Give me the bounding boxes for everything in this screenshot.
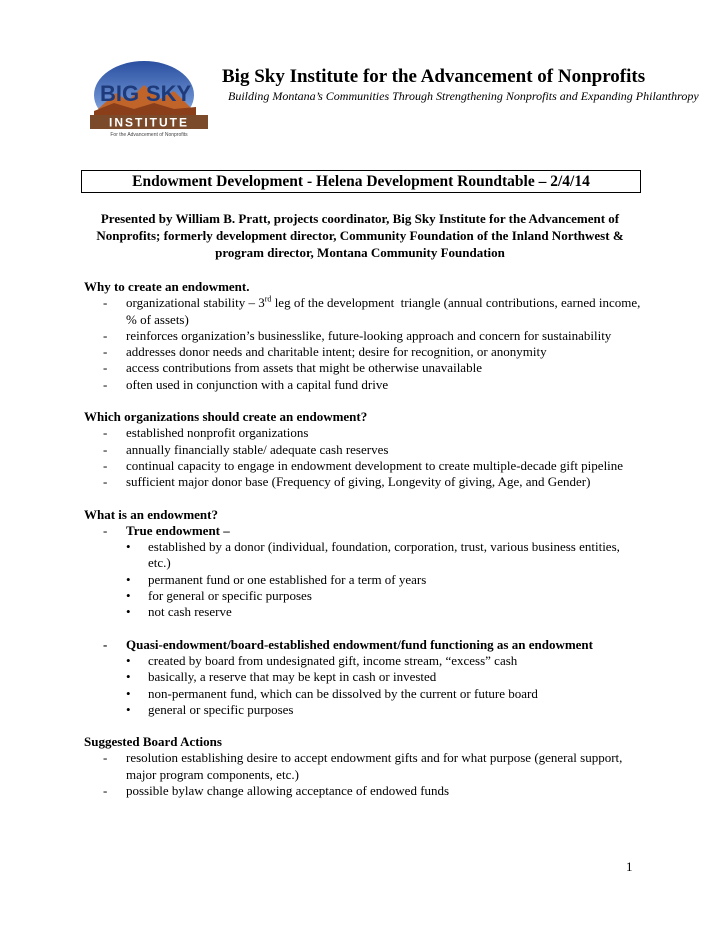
list-item: - sufficient major donor base (Frequency of giving, Longevity of giving, Age, and Gender) <box>103 474 591 490</box>
list-item: - addresses donor needs and charitable intent; desire for recognition, or anonymity <box>103 344 547 360</box>
bullet-item: • non-permanent fund, which can be dissolved by the current or future board <box>126 685 538 701</box>
list-item: - resolution establishing desire to accept endowment gifts and for what purpose (general support, major program components, etc.) <box>103 750 623 782</box>
svg-text:BIG: BIG <box>100 81 140 106</box>
list-item: - often used in conjunction with a capital fund drive <box>103 376 389 392</box>
document-body <box>84 279 644 799</box>
list-item: - possible bylaw change allowing acceptance of endowed funds <box>103 783 450 799</box>
section-heading-why: Why to create an endowment. <box>84 279 250 294</box>
list-item: - access contributions from assets that might be otherwise unavailable <box>103 360 482 376</box>
page-number: 1 <box>626 859 633 874</box>
list-item: - annually financially stable/ adequate cash reserves <box>103 441 389 457</box>
svg-text:INSTITUTE: INSTITUTE <box>109 115 189 130</box>
bullet-item: • for general or specific purposes <box>126 588 312 604</box>
list-item: - established nonprofit organizations <box>103 425 309 441</box>
quasi-endowment-item: - Quasi-endowment/board-established endowment/fund functioning as an endowment <box>103 636 593 652</box>
bullet-item: • permanent fund or one established for a term of years <box>126 571 427 587</box>
section-heading-board: Suggested Board Actions <box>84 734 222 750</box>
list-item: - reinforces organization’s businesslike, future-looking approach and concern for sustainability <box>103 327 612 343</box>
true-endowment-item: - True endowment – <box>103 522 230 538</box>
list-item: - organizational stability – 3rd leg of the development triangle (annual contributions, earned income, % of assets) <box>84 295 644 328</box>
org-title: Big Sky Institute for the Advancement of Nonprofits <box>222 66 646 87</box>
svg-text:SKY: SKY <box>146 81 192 106</box>
bullet-item: • established by a donor (individual, foundation, corporation, trust, various business entities, etc.) <box>126 539 620 571</box>
why-item-1: organizational stability – 3rd leg of the development triangle (annual contributions, earned income, % of assets) <box>126 294 641 327</box>
big-sky-institute-logo <box>84 59 212 141</box>
presenter-info: Presented by William B. Pratt, projects coordinator, Big Sky Institute for the Advancement of Nonprofits; formerly development director, Community Foundation of the Inland Northwest & program director, Montana Community Foundation <box>96 211 624 260</box>
bullet-item: • basically, a reserve that may be kept in cash or invested <box>126 669 437 685</box>
list-item: - continual capacity to engage in endowment development to create multiple-decade gift pipeline <box>103 457 624 473</box>
document-title: Endowment Development - Helena Development Roundtable – 2/4/14 <box>81 170 641 193</box>
org-tagline: Building Montana’s Communities Through Strengthening Nonprofits and Expanding Philanthropy <box>228 89 699 103</box>
bullet-item: • created by board from undesignated gift, income stream, “excess” cash <box>126 652 518 668</box>
bullet-item: • not cash reserve <box>126 604 232 620</box>
why-list <box>84 295 644 393</box>
which-list <box>84 425 644 490</box>
bullet-item: • general or specific purposes <box>126 701 294 717</box>
section-heading-what: What is an endowment? <box>84 506 218 522</box>
svg-text:For the Advancement of Nonprof: For the Advancement of Nonprofits <box>110 132 188 138</box>
section-heading-which: Which organizations should create an endowment? <box>84 409 368 425</box>
